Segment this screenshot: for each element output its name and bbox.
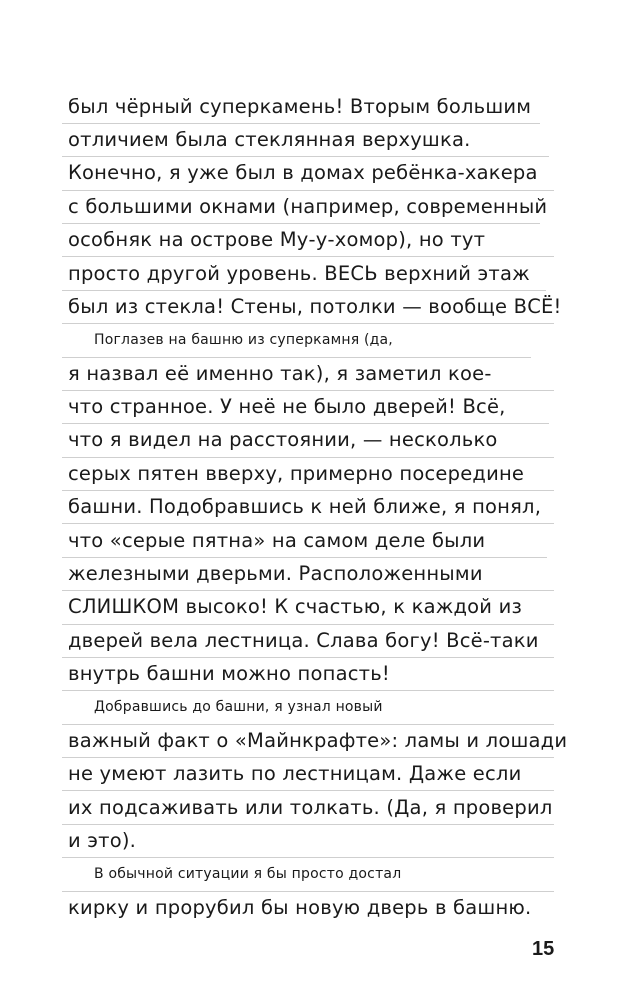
ruled-line [62, 624, 554, 625]
ruled-line [62, 724, 554, 725]
text-line: что я видел на расстоянии, — несколько [68, 428, 498, 451]
text-line: серых пятен вверху, примерно посередине [68, 462, 525, 485]
text-line: с большими окнами (например, современный [68, 195, 548, 218]
text-line: не умеют лазить по лестницам. Даже если [68, 762, 522, 785]
ruled-line [62, 824, 554, 825]
ruled-line [62, 757, 554, 758]
ruled-line [62, 323, 554, 324]
text-line: отличием была стеклянная верхушка. [68, 128, 471, 151]
ruled-line [62, 790, 554, 791]
ruled-line [62, 190, 554, 191]
text-line: кирку и прорубил бы новую дверь в башню. [68, 896, 532, 919]
text-line: важный факт о «Майнкрафте»: ламы и лошади [68, 729, 568, 752]
ruled-line [62, 357, 531, 358]
text-line: внутрь башни можно попасть! [68, 662, 390, 685]
ruled-line [62, 390, 554, 391]
text-line: дверей вела лестница. Слава богу! Всё-таки [68, 629, 539, 652]
text-line: особняк на острове Му-у-хомор), но тут [68, 228, 486, 251]
text-line: что странное. У неё не было дверей! Всё, [68, 395, 506, 418]
text-line: СЛИШКОМ высоко! К счастью, к каждой из [68, 595, 523, 618]
text-line: что «серые пятна» на самом деле были [68, 529, 486, 552]
text-line: Конечно, я уже был в домах ребёнка-хакера [68, 161, 538, 184]
text-line: просто другой уровень. ВЕСЬ верхний этаж [68, 262, 530, 285]
ruled-line [62, 857, 554, 858]
ruled-line [62, 523, 554, 524]
ruled-line [62, 123, 540, 124]
paragraph-start-line: Добравшись до башни, я узнал новый [94, 699, 383, 715]
text-line: я назвал её именно так), я заметил кое- [68, 362, 492, 385]
ruled-line [62, 490, 554, 491]
text-line: был из стекла! Стены, потолки — вообще ВСЁ! [68, 295, 562, 318]
text-line: и это). [68, 829, 137, 852]
text-line: был чёрный суперкамень! Вторым большим [68, 95, 532, 118]
ruled-line [62, 590, 554, 591]
ruled-line [62, 290, 546, 291]
paragraph-start-line: Поглазев на башню из суперкамня (да, [94, 332, 393, 348]
paragraph-start-line: В обычной ситуации я бы просто достал [94, 866, 402, 882]
text-line: их подсаживать или толкать. (Да, я проверил [68, 796, 553, 819]
ruled-line [62, 156, 549, 157]
ruled-line [62, 223, 540, 224]
ruled-line [62, 891, 554, 892]
text-line: башни. Подобравшись к ней ближе, я понял, [68, 495, 542, 518]
ruled-line [62, 457, 554, 458]
ruled-line [62, 423, 549, 424]
ruled-line [62, 690, 554, 691]
ruled-line [62, 557, 547, 558]
ruled-line [62, 657, 554, 658]
page-number: 15 [532, 938, 555, 960]
text-line: железными дверьми. Расположенными [68, 562, 483, 585]
ruled-line [62, 256, 554, 257]
